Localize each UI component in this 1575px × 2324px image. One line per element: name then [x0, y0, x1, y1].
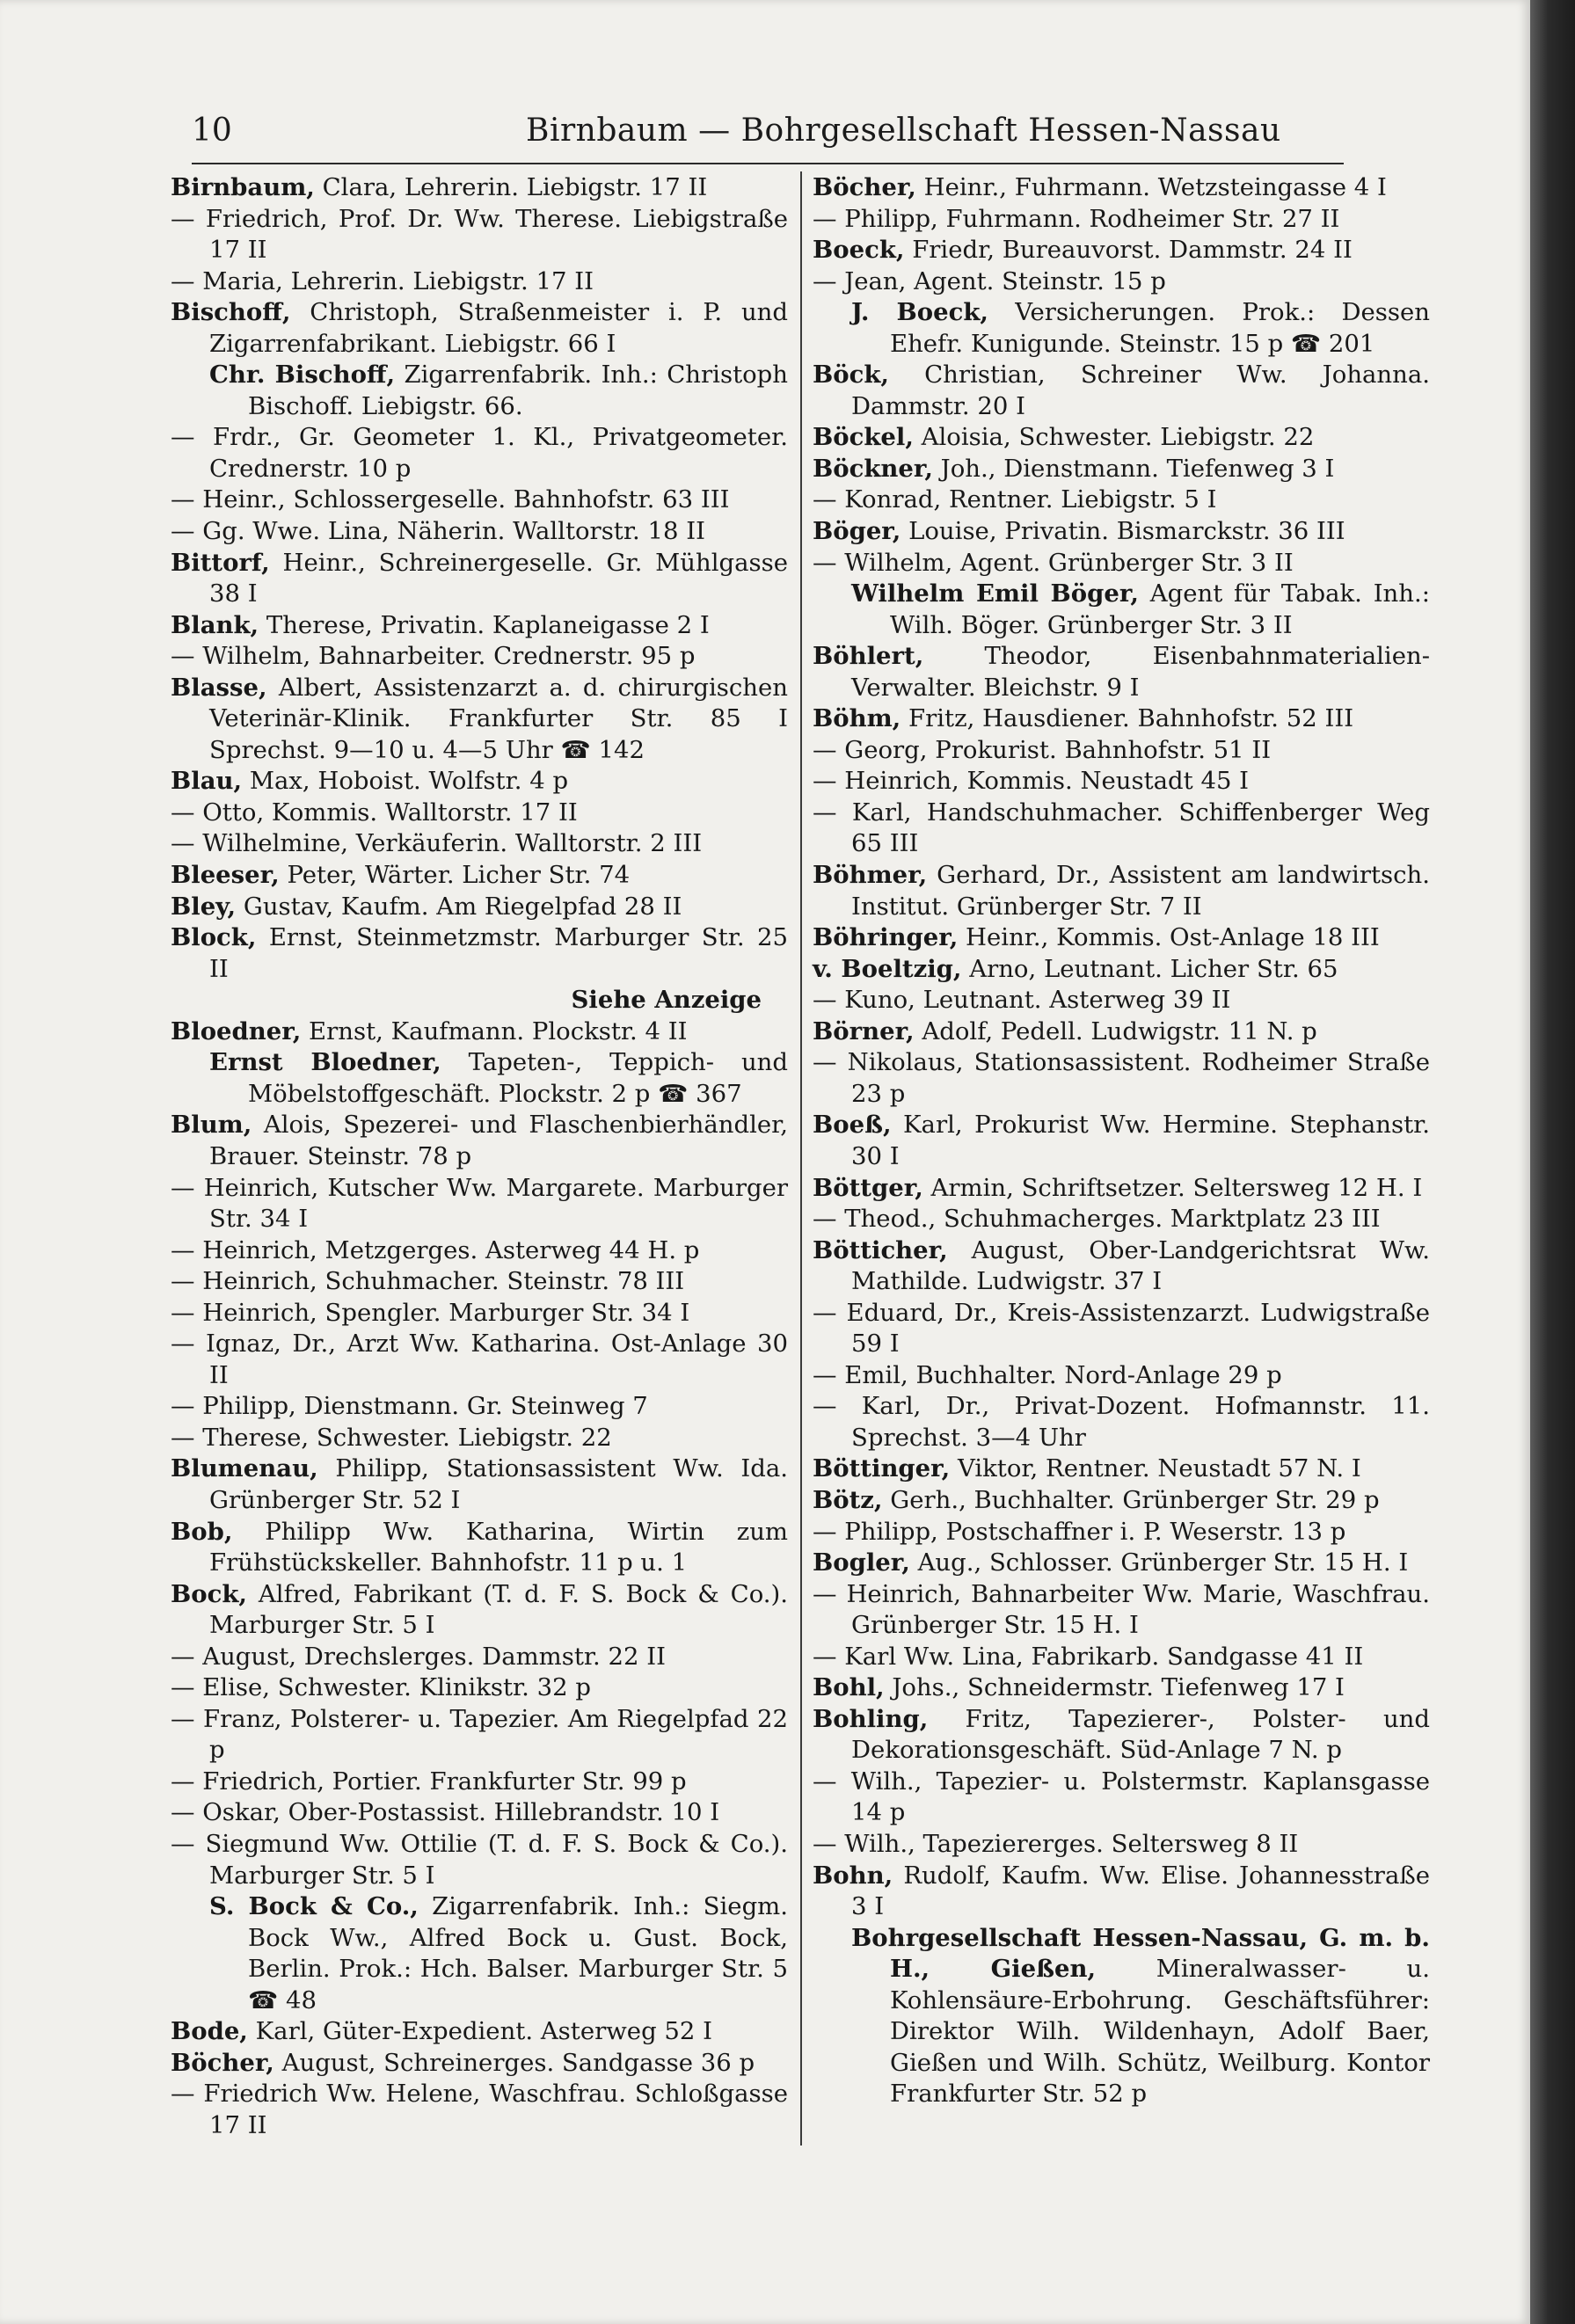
- entry-details: Peter, Wärter. Licher Str. 74: [279, 861, 631, 890]
- entry-details: Christoph, Straßenmeister i. P. und Zigarrenfabrikant. Liebigstr. 66 I: [209, 298, 788, 358]
- entry-name: Bischoff,: [171, 298, 291, 327]
- entry-details: — Maria, Lehrerin. Liebigstr. 17 II: [171, 266, 594, 295]
- directory-entry: [813, 235, 1430, 266]
- directory-entry: [813, 516, 1430, 548]
- entry-name: Bötz,: [813, 1485, 883, 1514]
- directory-entry: [813, 204, 1430, 236]
- entry-name: Bock,: [171, 1579, 247, 1608]
- entry-name: Blum,: [171, 1111, 252, 1140]
- entry-name: Böhm,: [813, 704, 901, 733]
- directory-entry: [171, 360, 788, 422]
- directory-entry: [813, 1298, 1430, 1360]
- directory-entry: [813, 1453, 1430, 1485]
- directory-entry: [813, 735, 1430, 767]
- entry-details: — Kuno, Leutnant. Asterweg 39 II: [813, 986, 1231, 1015]
- entry-details: — Georg, Prokurist. Bahnhofstr. 51 II: [813, 735, 1272, 764]
- directory-entry: [171, 1642, 788, 1673]
- directory-entry: [813, 1767, 1430, 1829]
- entry-name: Bohl,: [813, 1673, 885, 1702]
- directory-entry: [171, 548, 788, 610]
- directory-entry: [813, 422, 1430, 454]
- directory-entry: [813, 1391, 1430, 1453]
- entry-name: Böttger,: [813, 1173, 923, 1202]
- entry-name: Böckner,: [813, 454, 933, 483]
- entry-details: Versicherungen. Prok.: Dessen Ehefr. Kunigunde. Steinstr. 15 p ☎ 201: [890, 298, 1430, 358]
- directory-entry: [813, 360, 1430, 422]
- directory-entry: [813, 297, 1430, 360]
- directory-entry: [171, 1829, 788, 1891]
- directory-entry: [171, 1423, 788, 1454]
- entry-details: — Heinrich, Metzgerges. Asterweg 44 H. p: [171, 1235, 700, 1264]
- directory-entry: [171, 1235, 788, 1267]
- directory-entry: [171, 641, 788, 673]
- entry-name: Bittorf,: [171, 548, 270, 577]
- entry-details: — Karl Ww. Lina, Fabrikarb. Sandgasse 41 II: [813, 1642, 1364, 1671]
- entry-details: — Gg. Wwe. Lina, Näherin. Walltorstr. 18 II: [171, 517, 705, 546]
- directory-entry: [813, 1016, 1430, 1048]
- entry-details: Christian, Schreiner Ww. Johanna. Dammstr. 20 I: [851, 361, 1430, 420]
- entry-name: Blumenau,: [171, 1454, 318, 1483]
- entry-details: Clara, Lehrerin. Liebigstr. 17 II: [314, 173, 708, 201]
- directory-entry: [813, 1672, 1430, 1704]
- entry-details: Louise, Privatin. Bismarckstr. 36 III: [901, 517, 1345, 546]
- entry-details: Adolf, Pedell. Ludwigstr. 11 N. p: [914, 1016, 1317, 1045]
- entry-details: Fritz, Tapezierer-, Polster- und Dekorationsgeschäft. Süd-Anlage 7 N. p: [851, 1704, 1430, 1765]
- directory-entry: [813, 454, 1430, 485]
- entry-details: Joh., Dienstmann. Tiefenweg 3 I: [932, 454, 1335, 483]
- entry-name: Bohrgesellschaft Hessen-Nassau, G. m. b. H., Gießen,: [851, 1923, 1430, 1984]
- directory-entry: [813, 1923, 1430, 2110]
- entry-details: Gustav, Kaufm. Am Riegelpfad 28 II: [236, 892, 682, 921]
- entry-name: Blank,: [171, 610, 259, 639]
- running-title: Birnbaum — Bohrgesellschaft Hessen-Nassau: [526, 113, 1281, 149]
- directory-entry: [171, 1517, 788, 1579]
- entry-details: — Heinrich, Schuhmacher. Steinstr. 78 III: [171, 1267, 685, 1296]
- entry-name: Böger,: [813, 517, 901, 546]
- entry-details: — Jean, Agent. Steinstr. 15 p: [813, 266, 1166, 295]
- directory-entry: [171, 860, 788, 892]
- entry-name: J. Boeck,: [851, 298, 988, 327]
- entry-details: — Emil, Buchhalter. Nord-Anlage 29 p: [813, 1360, 1282, 1389]
- entry-name: Böcher,: [171, 2048, 274, 2077]
- entry-details: Karl, Güter-Expedient. Asterweg 52 I: [247, 2017, 713, 2046]
- entry-details: — Wilhelm, Agent. Grünberger Str. 3 II: [813, 548, 1294, 577]
- entry-name: Bob,: [171, 1517, 233, 1546]
- entry-name: Bötticher,: [813, 1235, 948, 1264]
- entry-details: Ernst, Steinmetzmstr. Marburger Str. 25 II: [209, 923, 788, 983]
- directory-entry: [171, 1672, 788, 1704]
- entry-details: Tapeten-, Teppich- und Möbelstoffgeschäft. Plockstr. 2 p ☎ 367: [248, 1048, 788, 1108]
- entry-name: Bode,: [171, 2017, 248, 2046]
- entry-details: Heinr., Fuhrmann. Wetzsteingasse 4 I: [915, 173, 1387, 201]
- entry-details: Johs., Schneidermstr. Tiefenweg 17 I: [884, 1673, 1345, 1702]
- directory-entry: [171, 610, 788, 642]
- directory-entry: [813, 548, 1430, 579]
- entry-name: Böcher,: [813, 173, 916, 201]
- header-rule: [192, 163, 1344, 164]
- entry-details: — Siegmund Ww. Ottilie (T. d. F. S. Bock & Co.). Marburger Str. 5 I: [171, 1829, 788, 1890]
- directory-entry: [171, 1173, 788, 1235]
- entry-details: — Philipp, Dienstmann. Gr. Steinweg 7: [171, 1392, 648, 1421]
- entry-details: — Eduard, Dr., Kreis-Assistenzarzt. Ludwigstraße 59 I: [813, 1298, 1430, 1359]
- entry-name: Birnbaum,: [171, 173, 315, 201]
- page-number: 10: [192, 113, 232, 149]
- directory-entry: [171, 1298, 788, 1330]
- entry-name: Siehe Anzeige: [571, 986, 762, 1015]
- entry-details: Heinr., Schreinergeselle. Gr. Mühlgasse 38 I: [209, 548, 788, 608]
- entry-name: Blau,: [171, 767, 243, 796]
- entry-details: Friedr, Bureauvorst. Dammstr. 24 II: [904, 236, 1353, 265]
- entry-details: Max, Hoboist. Wolfstr. 4 p: [242, 767, 569, 796]
- entry-name: Chr. Bischoff,: [209, 361, 396, 390]
- directory-entry: [813, 1517, 1430, 1548]
- entry-details: — Wilh., Tapezier- u. Polstermstr. Kaplansgasse 14 p: [813, 1767, 1430, 1827]
- directory-entry: [171, 1391, 788, 1423]
- directory-entry: [171, 798, 788, 829]
- entry-details: — Heinrich, Spengler. Marburger Str. 34 I: [171, 1298, 690, 1327]
- directory-entry: [171, 2079, 788, 2141]
- entry-name: Blasse,: [171, 673, 267, 702]
- page-edge: [1530, 0, 1575, 2324]
- entry-details: Alois, Spezerei- und Flaschenbierhändler, Brauer. Steinstr. 78 p: [209, 1111, 788, 1170]
- directory-entry: [171, 484, 788, 516]
- entry-details: Mineralwasser- u. Kohlensäure-Erbohrung. Geschäftsführer: Direktor Wilh. Wildenhayn, Adolf Baer, Gießen und Wilh. Schütz, Weilburg. Kontor Frankfurter Str. 52 p: [890, 1955, 1430, 2109]
- entry-details: — Otto, Kommis. Walltorstr. 17 II: [171, 798, 578, 827]
- directory-entry: [171, 2048, 788, 2080]
- directory-entry: [171, 1016, 788, 1048]
- entry-name: Böhlert,: [813, 642, 924, 671]
- entry-details: — Wilhelmine, Verkäuferin. Walltorstr. 2 III: [171, 829, 703, 858]
- page-header: [192, 107, 1335, 160]
- directory-entry: [813, 922, 1430, 954]
- directory-entry: [813, 954, 1430, 986]
- directory-entry: [171, 204, 788, 266]
- entry-details: — Therese, Schwester. Liebigstr. 22: [171, 1423, 612, 1452]
- entry-details: Gerh., Buchhalter. Grünberger Str. 29 p: [882, 1485, 1380, 1514]
- directory-entry: [813, 1704, 1430, 1767]
- directory-entry: [171, 1704, 788, 1767]
- directory-entry: [171, 422, 788, 484]
- directory-entry: [171, 828, 788, 860]
- directory-entry: [171, 1767, 788, 1798]
- entry-details: — Heinrich, Kommis. Neustadt 45 I: [813, 767, 1250, 796]
- directory-entry: [813, 484, 1430, 516]
- directory-entry: [813, 1485, 1430, 1517]
- entry-details: — Elise, Schwester. Klinikstr. 32 p: [171, 1673, 592, 1702]
- entry-name: Böhringer,: [813, 923, 959, 952]
- entry-name: Wilhelm Emil Böger,: [851, 579, 1139, 608]
- column-divider: [800, 171, 802, 2146]
- entry-details: Philipp Ww. Katharina, Wirtin zum Frühstückskeller. Bahnhofstr. 11 p u. 1: [209, 1517, 788, 1577]
- entry-name: Böttinger,: [813, 1454, 951, 1483]
- entry-details: Aloisia, Schwester. Liebigstr. 22: [913, 423, 1315, 452]
- entry-details: — Karl, Dr., Privat-Dozent. Hofmannstr. 11. Sprechst. 3—4 Uhr: [813, 1392, 1430, 1452]
- entry-details: — Karl, Handschuhmacher. Schiffenberger Weg 65 III: [813, 798, 1430, 858]
- directory-entry: [813, 1204, 1430, 1235]
- directory-entry: [813, 1173, 1430, 1205]
- directory-entry: [171, 266, 788, 298]
- directory-entry: [813, 1548, 1430, 1579]
- entry-details: — Theod., Schuhmacherges. Marktplatz 23 III: [813, 1205, 1381, 1234]
- directory-entry: [171, 1797, 788, 1829]
- directory-entry: [171, 922, 788, 985]
- directory-entry: [813, 703, 1430, 735]
- entry-name: Boeck,: [813, 236, 905, 265]
- directory-entry: [813, 579, 1430, 641]
- entry-details: — Oskar, Ober-Postassist. Hillebrandstr. 10 I: [171, 1798, 720, 1827]
- entry-name: Bohling,: [813, 1704, 929, 1733]
- entry-details: — Frdr., Gr. Geometer 1. Kl., Privatgeometer. Crednerstr. 10 p: [171, 423, 788, 483]
- entry-details: Armin, Schriftsetzer. Seltersweg 12 H. I: [922, 1173, 1423, 1202]
- entry-name: Ernst Bloedner,: [209, 1048, 441, 1077]
- directory-entry: [813, 266, 1430, 298]
- entry-details: Karl, Prokurist Ww. Hermine. Stephanstr. 30 I: [851, 1111, 1430, 1170]
- entry-details: Agent für Tabak. Inh.: Wilh. Böger. Grünberger Str. 3 II: [890, 579, 1430, 639]
- entry-details: August, Schreinerges. Sandgasse 36 p: [273, 2048, 755, 2077]
- entry-details: Viktor, Rentner. Neustadt 57 N. I: [950, 1454, 1361, 1483]
- directory-entry: [813, 1235, 1430, 1298]
- entry-details: — Friedrich, Portier. Frankfurter Str. 99 p: [171, 1767, 687, 1796]
- directory-entry: [813, 1861, 1430, 1923]
- directory-entry: [171, 1110, 788, 1172]
- directory-entry: [171, 985, 788, 1016]
- entry-details: Zigarrenfabrik. Inh.: Christoph Bischoff. Liebigstr. 66.: [248, 361, 788, 420]
- entry-name: Böckel,: [813, 423, 914, 452]
- entry-details: — Nikolaus, Stationsassistent. Rodheimer Straße 23 p: [813, 1048, 1430, 1108]
- directory-entry: [813, 641, 1430, 703]
- directory-entry: [171, 1266, 788, 1298]
- entry-details: — Franz, Polsterer- u. Tapezier. Am Riegelpfad 22 p: [171, 1704, 788, 1765]
- directory-entry: [813, 1829, 1430, 1861]
- directory-entry: [813, 1642, 1430, 1673]
- entry-details: Ernst, Kaufmann. Plockstr. 4 II: [301, 1016, 688, 1045]
- entry-details: — Philipp, Fuhrmann. Rodheimer Str. 27 II: [813, 204, 1340, 233]
- entry-details: Arno, Leutnant. Licher Str. 65: [961, 954, 1338, 983]
- directory-entry: [171, 673, 788, 767]
- entry-details: Aug., Schlosser. Grünberger Str. 15 H. I: [909, 1548, 1409, 1577]
- entry-name: Bohn,: [813, 1861, 893, 1890]
- entry-name: Bleeser,: [171, 861, 280, 890]
- left-column: [171, 172, 788, 2141]
- directory-entry: [171, 892, 788, 923]
- entry-details: Fritz, Hausdiener. Bahnhofstr. 52 III: [901, 704, 1354, 733]
- entry-details: Gerhard, Dr., Assistent am landwirtsch. Institut. Grünberger Str. 7 II: [851, 861, 1430, 921]
- directory-entry: [813, 860, 1430, 922]
- directory-entry: [171, 1047, 788, 1110]
- directory-entry: [171, 172, 788, 204]
- entry-details: Philipp, Stationsassistent Ww. Ida. Grünberger Str. 52 I: [209, 1454, 788, 1514]
- directory-entry: [171, 516, 788, 548]
- directory-entry: [171, 766, 788, 798]
- directory-entry: [813, 985, 1430, 1016]
- entry-details: August, Ober-Landgerichtsrat Ww. Mathilde. Ludwigstr. 37 I: [851, 1235, 1430, 1296]
- entry-details: — Wilh., Tapeziererges. Seltersweg 8 II: [813, 1829, 1299, 1858]
- entry-details: — Wilhelm, Bahnarbeiter. Crednerstr. 95 p: [171, 642, 696, 671]
- directory-entry: [813, 172, 1430, 204]
- entry-details: — Konrad, Rentner. Liebigstr. 5 I: [813, 485, 1217, 514]
- entry-details: Alfred, Fabrikant (T. d. F. S. Bock & Co.). Marburger Str. 5 I: [209, 1579, 788, 1640]
- directory-entry: [813, 1047, 1430, 1110]
- directory-entry: [813, 766, 1430, 798]
- entry-name: Block,: [171, 923, 257, 952]
- entry-details: — Friedrich, Prof. Dr. Ww. Therese. Liebigstraße 17 II: [171, 204, 788, 265]
- entry-details: — Heinrich, Bahnarbeiter Ww. Marie, Waschfrau. Grünberger Str. 15 H. I: [813, 1579, 1430, 1640]
- entry-details: — August, Drechslerges. Dammstr. 22 II: [171, 1642, 666, 1671]
- entry-details: Theodor, Eisenbahnmaterialien-Verwalter. Bleichstr. 9 I: [851, 642, 1430, 702]
- directory-entry: [171, 1579, 788, 1642]
- directory-entry: [813, 798, 1430, 860]
- entry-details: — Ignaz, Dr., Arzt Ww. Katharina. Ost-Anlage 30 II: [171, 1330, 788, 1389]
- entry-name: Böck,: [813, 361, 889, 390]
- entry-details: — Philipp, Postschaffner i. P. Weserstr. 13 p: [813, 1517, 1346, 1546]
- entry-details: — Heinrich, Kutscher Ww. Margarete. Marburger Str. 34 I: [171, 1173, 788, 1234]
- directory-entry: [171, 297, 788, 360]
- directory-entry: [813, 1110, 1430, 1172]
- directory-entry: [171, 2016, 788, 2048]
- directory-entry: [813, 1360, 1430, 1392]
- entry-name: Bogler,: [813, 1548, 910, 1577]
- entry-details: Rudolf, Kaufm. Ww. Elise. Johannesstraße 3 I: [851, 1861, 1430, 1921]
- right-column: [813, 172, 1430, 2110]
- entry-details: Heinr., Kommis. Ost-Anlage 18 III: [958, 923, 1380, 952]
- entry-name: Boeß,: [813, 1111, 892, 1140]
- entry-name: Böhmer,: [813, 861, 928, 890]
- entry-details: — Heinr., Schlossergeselle. Bahnhofstr. 63 III: [171, 485, 730, 514]
- directory-entry: [813, 1579, 1430, 1642]
- entry-details: — Friedrich Ww. Helene, Waschfrau. Schloßgasse 17 II: [171, 2080, 788, 2139]
- directory-entry: [171, 1329, 788, 1391]
- entry-name: Bley,: [171, 892, 237, 921]
- directory-entry: [171, 1891, 788, 2016]
- directory-entry: [171, 1453, 788, 1516]
- entry-name: Bloedner,: [171, 1016, 302, 1045]
- entry-name: Börner,: [813, 1016, 915, 1045]
- entry-name: v. Boeltzig,: [813, 954, 962, 983]
- entry-details: Therese, Privatin. Kaplaneigasse 2 I: [259, 610, 710, 639]
- entry-details: Albert, Assistenzarzt a. d. chirurgischen Veterinär-Klinik. Frankfurter Str. 85 I Sprechst. 9—10 u. 4—5 Uhr ☎ 142: [209, 673, 788, 764]
- entry-name: S. Bock & Co.,: [209, 1892, 419, 1921]
- entry-details: Zigarrenfabrik. Inh.: Siegm. Bock Ww., Alfred Bock u. Gust. Bock, Berlin. Prok.: Hch. Balser. Marburger Str. 5 ☎ 48: [248, 1892, 788, 2014]
